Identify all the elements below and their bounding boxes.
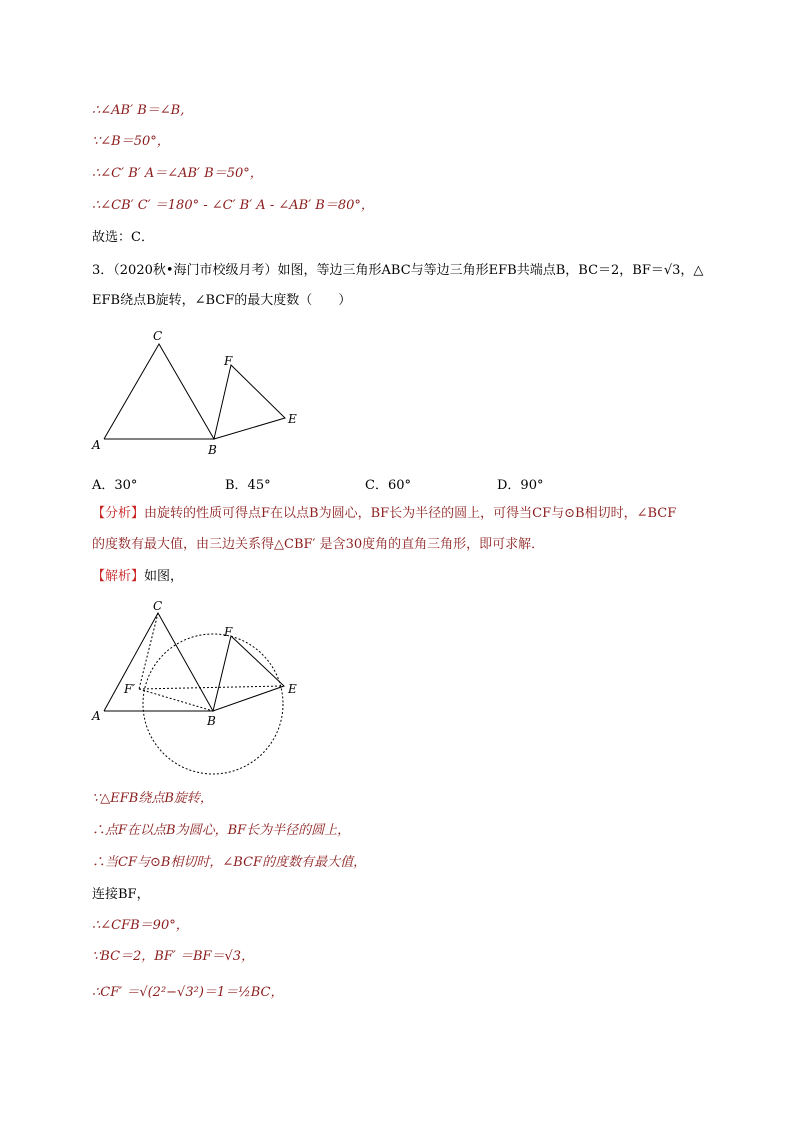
label-a: A [92,438,101,452]
circle-b [143,634,283,774]
label-b: B [208,443,217,457]
option-c[interactable]: C．60° [365,478,411,493]
triangle-efb-2 [213,636,284,711]
step-7: ∴CF′ ＝√(2²−√3²)＝1＝½BC， [92,985,284,1000]
analysis-text-1: 由旋转的性质可得点F在以点B为圆心，BF长为半径的圆上，可得当CF与⊙B相切时，∠BCF [144,506,677,521]
step-3: ∴当CF与⊙B相切时，∠BCF的度数有最大值， [92,855,367,870]
segment-cf2 [139,613,158,689]
triangle-abc [104,344,214,439]
label-a-2: A [92,709,101,723]
prev-solution-line-1: ∴∠AB′ B＝∠B, [92,103,185,118]
step-1: ∵△EFB绕点B旋转， [92,791,213,806]
analysis-text-2: 的度数有最大值，由三边关系得△CBF′ 是含30度角的直角三角形，即可求解． [92,537,545,552]
figure-1 [88,322,318,462]
label-e: E [288,412,297,426]
label-b-2: B [207,714,216,728]
prev-solution-line-3: ∴∠C′ B′ A＝∠AB′ B＝50°， [92,166,263,181]
prev-solution-line-4: ∴∠CB′ C′ ＝180° - ∠C′ B′ A - ∠AB′ B＝80°， [92,198,374,213]
step-5: ∴∠CFB＝90°， [92,918,189,933]
label-c-2: C [153,599,163,613]
question-text-2: EFB绕点B旋转，∠BCF的最大度数（ ） [92,293,352,308]
solution-tag: 【解析】 [92,569,145,584]
segment-f2b [139,689,213,711]
solution-intro: 如图， [144,569,184,584]
step-4: 连接BF， [92,887,150,902]
option-b[interactable]: B．45° [225,478,271,493]
label-c: C [153,329,163,343]
prev-solution-line-2: ∵∠B＝50°， [92,134,170,149]
triangle-abc-2 [104,613,213,711]
option-d[interactable]: D．90° [497,478,544,493]
label-f: F [224,354,233,368]
label-f-prime: F′ [124,682,136,696]
figure-2 [88,596,308,781]
label-f-2: F [224,625,233,639]
step-2: ∴点F在以点B为圆心，BF长为半径的圆上， [92,823,351,838]
question-line-1 [92,262,703,280]
solution-header [92,568,183,586]
option-a[interactable]: A．30° [92,478,138,493]
segment-f2e [139,686,284,689]
step-6: ∵BC＝2，BF′ ＝BF＝√3， [92,949,255,964]
question-text-1: 如图，等边三角形ABC与等边三角形EFB共端点B，BC＝2，BF＝√3，△ [277,263,704,278]
prev-solution-answer: 故选：C． [92,230,154,245]
triangle-efb [214,365,285,439]
analysis-line-1 [92,505,676,523]
label-e-2: E [288,682,297,696]
question-source: （2020秋•海门市校级月考） [113,263,278,278]
analysis-tag: 【分析】 [92,506,145,521]
question-number: 3． [92,263,114,278]
